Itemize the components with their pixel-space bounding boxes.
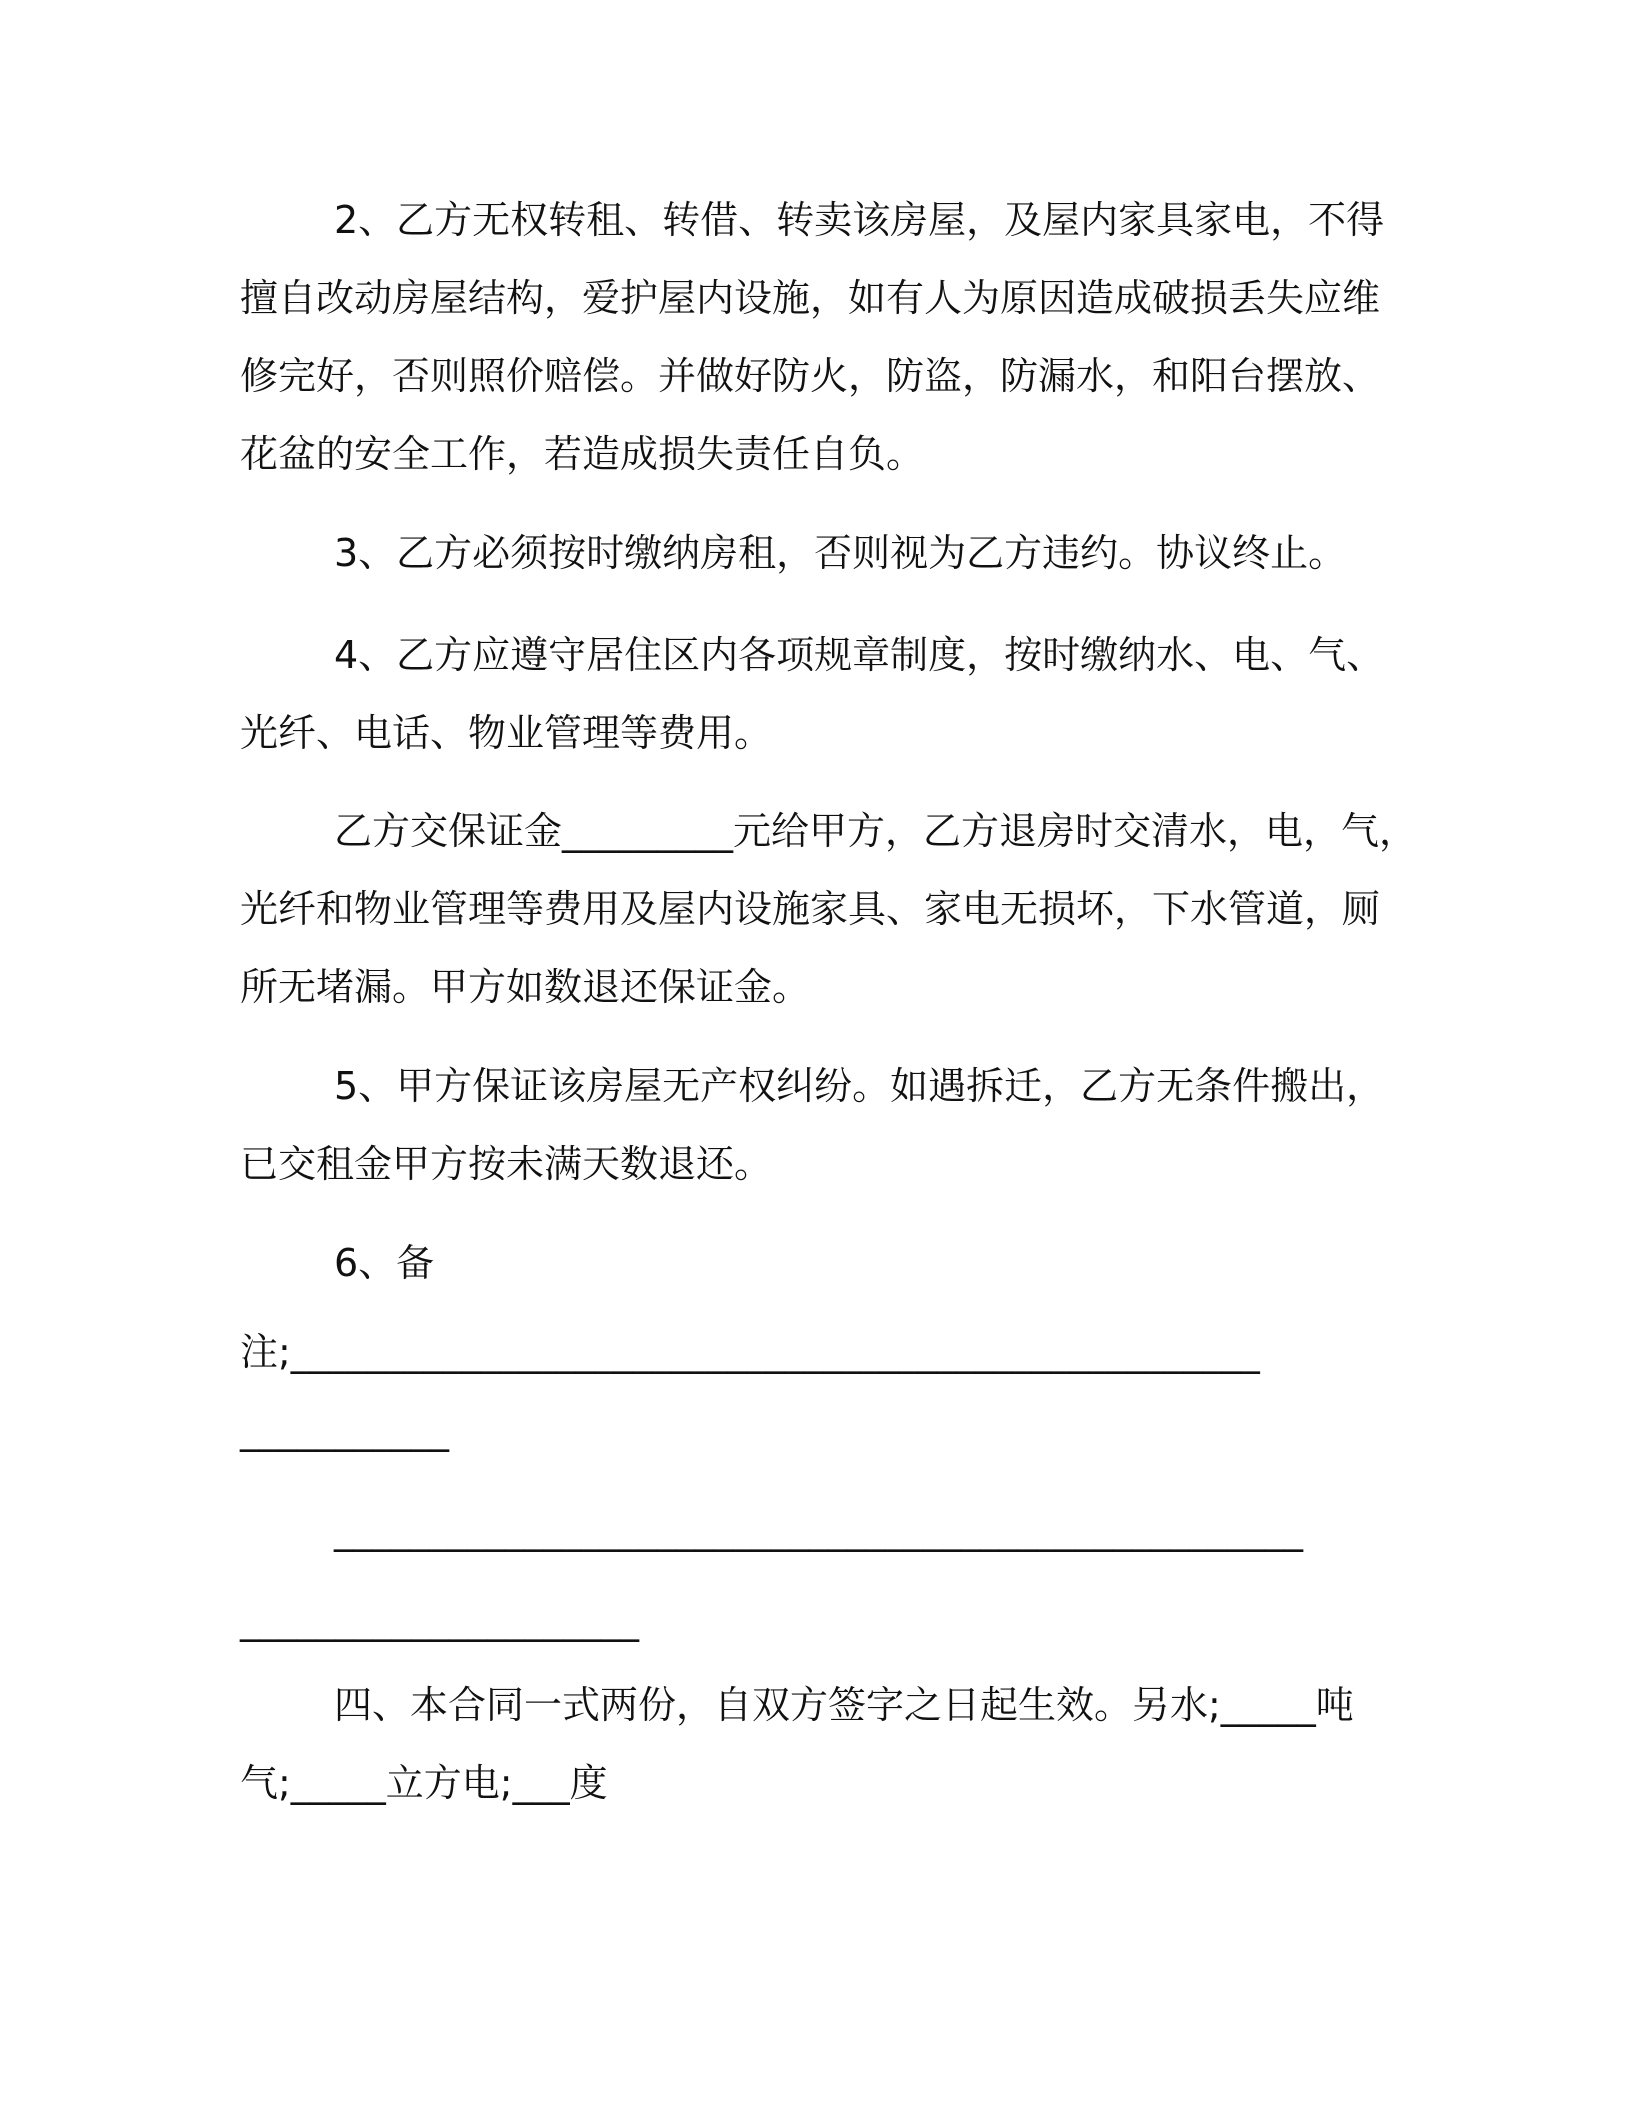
remarks-line-4: _____________________ [240,1598,639,1642]
clause-2-line-1: 2、乙方无权转租、转借、转卖该房屋，及屋内家具家电，不得 [334,198,1385,242]
clause-6-line-1: 6、备 [334,1241,435,1285]
remarks-line-3: ___________________________________________________ [334,1508,1303,1552]
remarks-line-2: ___________ [240,1408,449,1452]
clause-2-line-2: 擅自改动房屋结构，爱护屋内设施，如有人为原因造成破损丢失应维 [240,276,1381,320]
deposit-line-1: 乙方交保证金_________元给甲方，乙方退房时交清水，电，气， [334,809,1418,853]
deposit-line-3: 所无堵漏。甲方如数退还保证金。 [240,965,811,1009]
clause-5-line-2: 已交租金甲方按未满天数退还。 [240,1142,773,1186]
clause-2-line-4: 花盆的安全工作，若造成损失责任自负。 [240,432,925,476]
clause-4-line-1: 4、乙方应遵守居住区内各项规章制度，按时缴纳水、电、气、 [334,633,1385,677]
section-4-line-2: 气;_____立方电;___度 [240,1761,608,1805]
clause-4-line-2: 光纤、电话、物业管理等费用。 [240,711,773,755]
clause-3-line-1: 3、乙方必须按时缴纳房租，否则视为乙方违约。协议终止。 [334,531,1347,575]
clause-2-line-3: 修完好，否则照价赔偿。并做好防火，防盗，防漏水，和阳台摆放、 [240,354,1381,398]
deposit-line-2: 光纤和物业管理等费用及屋内设施家具、家电无损坏，下水管道，厕 [240,887,1381,931]
remarks-line-1: 注;___________________________________________________ [240,1330,1260,1374]
clause-5-line-1: 5、甲方保证该房屋无产权纠纷。如遇拆迁，乙方无条件搬出， [334,1064,1385,1108]
section-4-line-1: 四、本合同一式两份，自双方签字之日起生效。另水;_____吨 [334,1683,1354,1727]
